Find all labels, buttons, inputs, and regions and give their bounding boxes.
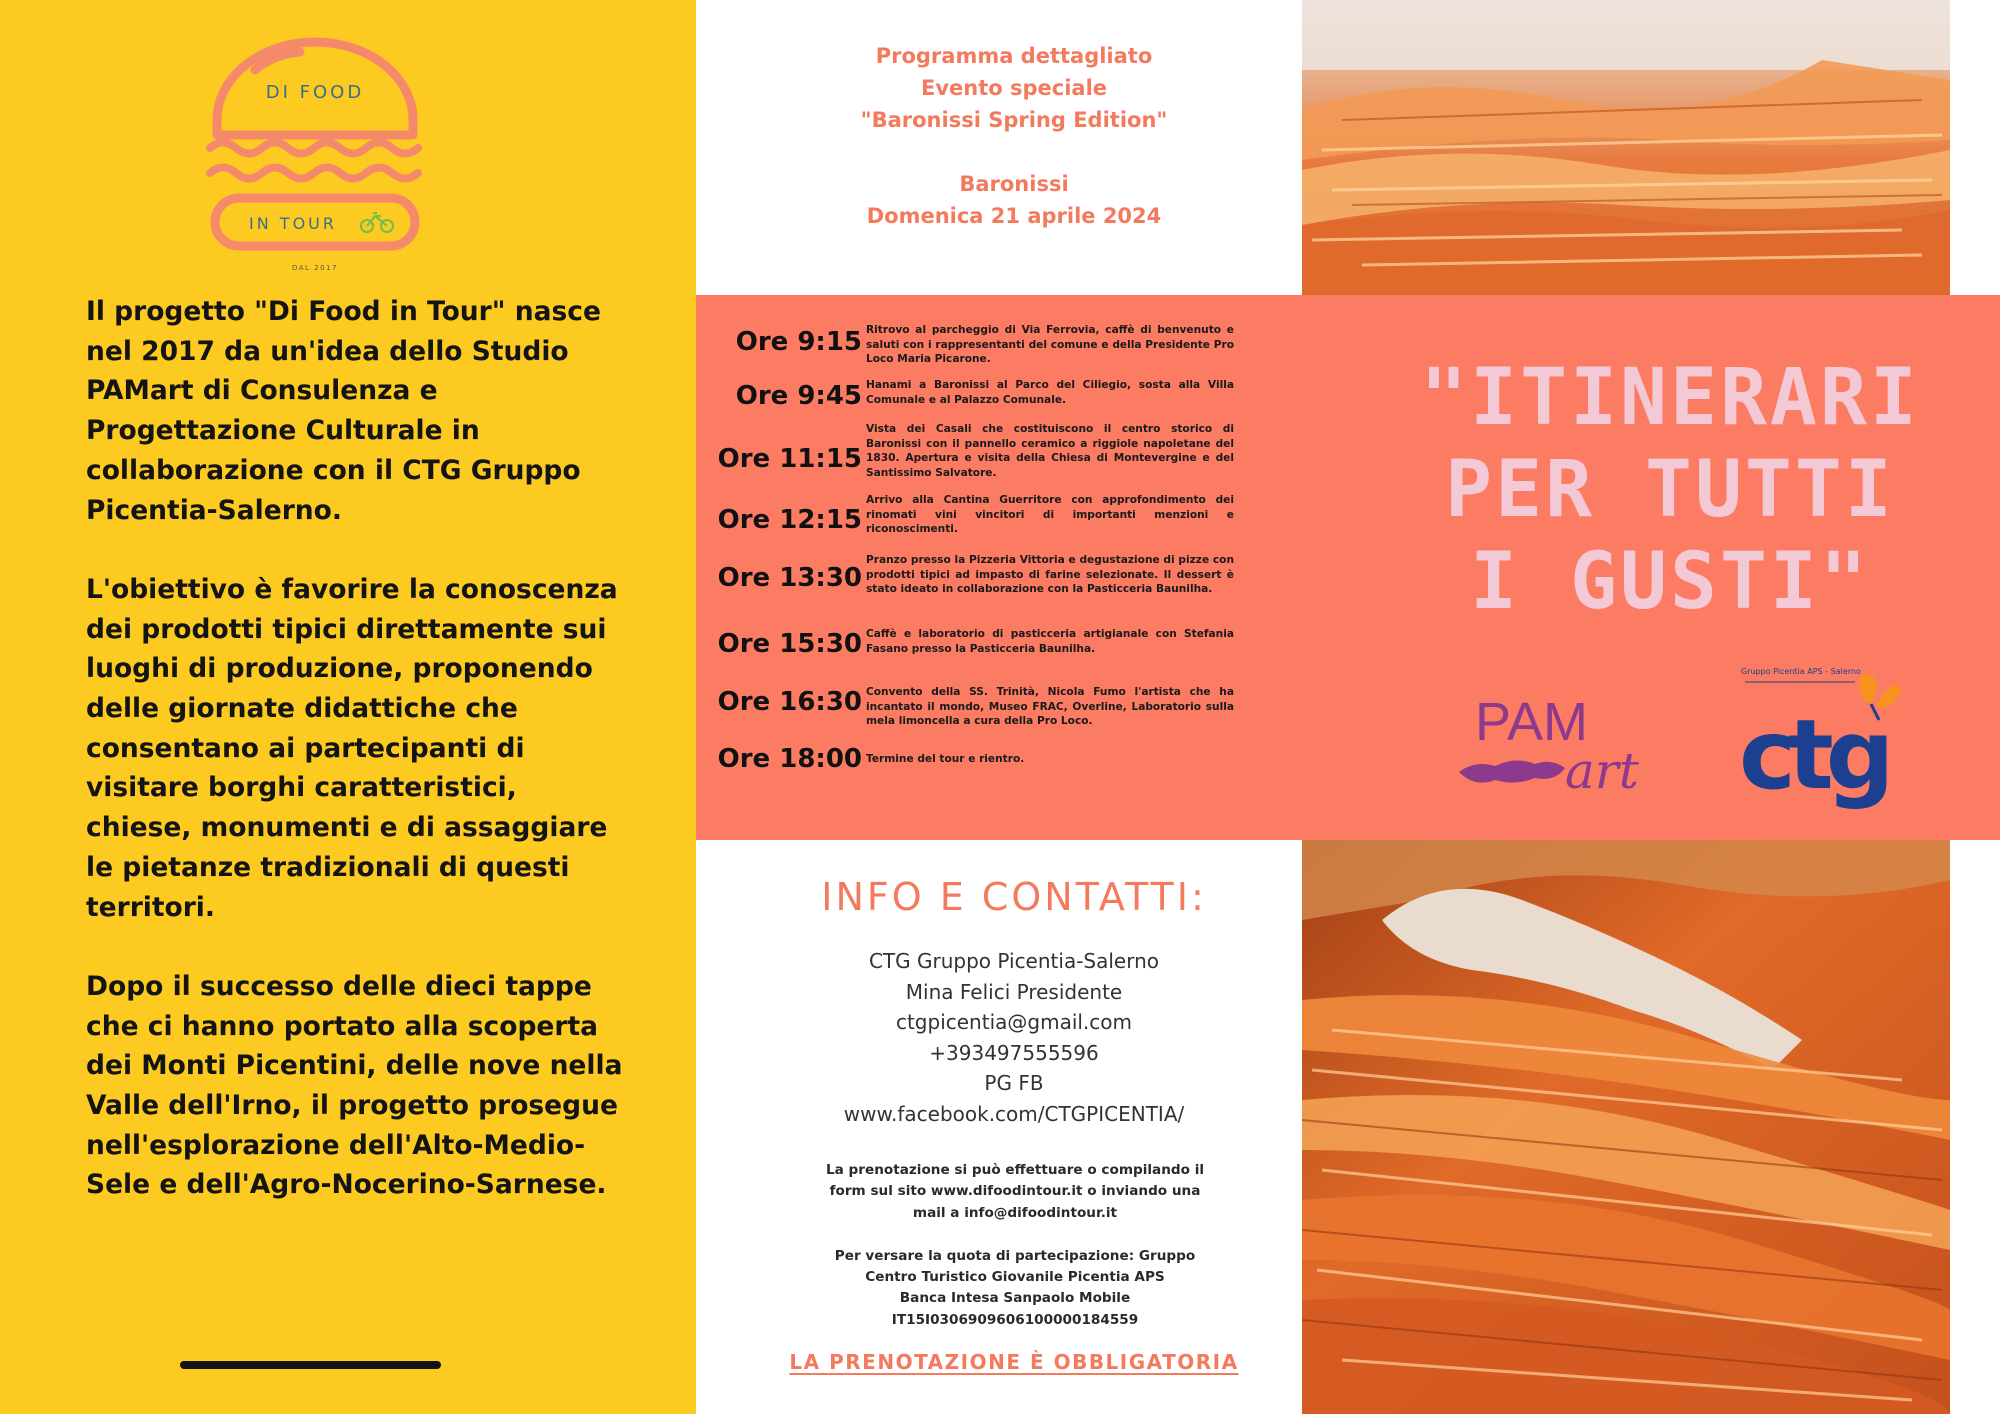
- schedule-time: Ore 15:30: [717, 629, 862, 659]
- schedule-description: Convento della SS. Trinità, Nicola Fumo l'artista che ha incantato il mondo, Museo FRAC, Overline, Laboratorio sulla mela limoncella a cura della Pro Loco.: [866, 686, 1234, 728]
- schedule-time: Ore 13:30: [717, 563, 862, 593]
- pastry-sfogliatella-image: [1302, 840, 1950, 1414]
- headline-line: PER TUTTI: [1445, 445, 1895, 535]
- contact-line: Mina Felici Presidente: [905, 979, 1123, 1004]
- contact-phone[interactable]: +393497555596: [929, 1040, 1099, 1065]
- schedule-description: Ritrovo al parcheggio di Via Ferrovia, caffè di benvenuto e saluti con i rappresentanti del comune e della Presidente Pro Loco Maria Picarone.: [866, 324, 1234, 366]
- left-panel: [0, 0, 696, 1414]
- program-line: "Baronissi Spring Edition": [860, 108, 1168, 132]
- headline-line: I GUSTI": [1470, 537, 1870, 627]
- booking-note-line: mail a info@difoodintour.it: [912, 1204, 1118, 1221]
- booking-note-line: La prenotazione si può effettuare o compilando il: [825, 1162, 1205, 1178]
- program-place: Baronissi: [959, 172, 1069, 196]
- mandatory-booking-notice: LA PRENOTAZIONE È OBBLIGATORIA: [789, 1350, 1239, 1374]
- bicycle-icon: [361, 213, 393, 232]
- schedule-time: Ore 9:45: [735, 381, 862, 411]
- schedule-time: Ore 16:30: [717, 687, 862, 717]
- program-date: Domenica 21 aprile 2024: [866, 204, 1162, 228]
- schedule-item: [716, 623, 1246, 683]
- schedule-item: [716, 680, 1246, 740]
- logo-top-text: DI FOOD: [265, 82, 365, 103]
- intro-paragraph: Dopo il successo delle dieci tappe che ci hanno portato alla scoperta dei Monti Picentini, delle nove nella Valle dell'Irno, il progetto prosegue nell'esplorazione dell'Alto-Medio-Sele e dell'Agro-Nocerino-Sarnese.: [86, 970, 623, 1201]
- schedule-time: Ore 11:15: [717, 444, 862, 474]
- ctg-mark: ctg: [1739, 699, 1887, 810]
- booking-note-line: form sul sito www.difoodintour.it o inviando una: [829, 1183, 1201, 1200]
- contact-email[interactable]: ctgpicentia@gmail.com: [895, 1010, 1133, 1035]
- contact-line: PG FB: [984, 1071, 1044, 1096]
- schedule-time: Ore 9:15: [735, 327, 862, 357]
- ctg-logo: [1735, 660, 1905, 810]
- payment-note-line: Per versare la quota di partecipazione: Gruppo: [834, 1247, 1196, 1264]
- schedule-item: [716, 422, 1246, 482]
- schedule-item: [716, 553, 1246, 613]
- intro-paragraph: L'obiettivo è favorire la conoscenza dei prodotti tipici direttamente sui luoghi di produzione, proponendo delle giornate didattiche che consentano ai partecipanti di visitare borghi caratteristici, chiese, monumenti e di assaggiare le pietanze tradizionali di questi territori.: [86, 573, 618, 923]
- schedule-item: [716, 493, 1246, 553]
- schedule-description: Termine del tour e rientro.: [866, 753, 1025, 765]
- pastry-layers-image: [1302, 0, 1950, 295]
- contact-facebook-link[interactable]: www.facebook.com/CTGPICENTIA/: [843, 1101, 1185, 1126]
- booking-payment-note: [800, 1160, 1230, 1331]
- divider: [180, 1361, 441, 1369]
- schedule-description: Caffè e laboratorio di pasticceria artigianale con Stefania Fasano presso la Pasticceria Baunilha.: [866, 628, 1234, 655]
- pastry-photo-top: [1302, 0, 1950, 295]
- headline-title: [1420, 352, 1920, 628]
- program-heading: [696, 40, 1332, 232]
- intro-paragraph: Il progetto "Di Food in Tour" nasce nel 2017 da un'idea dello Studio PAMart di Consulenza e Progettazione Culturale in collaborazione con il CTG Gruppo Picentia-Salerno.: [86, 296, 601, 526]
- contact-line: CTG Gruppo Picentia-Salerno: [868, 949, 1160, 973]
- payment-note-line: Banca Intesa Sanpaolo Mobile: [899, 1290, 1131, 1307]
- schedule-time: Ore 18:00: [717, 744, 862, 774]
- schedule-description: Vista dei Casali che costituiscono il centro storico di Baronissi con il pannello ceramico a riggiole napoletane del 1830. Apertura e visita della Chiesa di Montevergine e del Santissimo Salvatore.: [866, 423, 1234, 479]
- payment-note-line: Centro Turistico Giovanile Picentia APS: [865, 1269, 1165, 1286]
- payment-iban: IT15I0306909606100000184559: [891, 1311, 1139, 1328]
- schedule-item: [716, 318, 1246, 378]
- di-food-in-tour-logo: [205, 30, 425, 275]
- schedule-description: Pranzo presso la Pizzeria Vittoria e degustazione di pizze con prodotti tipici ad impasto di farine selezionate. Il dessert è stato ideato in collaborazione con la Pasticceria Baunilha.: [866, 554, 1234, 596]
- program-line: Evento speciale: [920, 76, 1108, 100]
- contact-list: [696, 946, 1332, 1130]
- schedule-time: Ore 12:15: [717, 505, 862, 535]
- info-title: INFO E CONTATTI:: [821, 875, 1207, 919]
- pamart-logo: [1455, 690, 1687, 800]
- schedule-description: Hanami a Baronissi al Parco del Ciliegio, sosta alla Villa Comunale e al Palazzo Comunale.: [866, 379, 1234, 406]
- pamart-logo-script: art: [1565, 742, 1639, 800]
- program-line: Programma dettagliato: [875, 44, 1153, 68]
- pastry-photo-bottom: [1302, 840, 1950, 1414]
- pamart-logo-text: PAM: [1475, 692, 1589, 752]
- headline-line: "ITINERARI: [1420, 353, 1920, 443]
- schedule-item: [716, 742, 1246, 802]
- logo-bottom-text: IN TOUR: [249, 214, 337, 233]
- logo-since: DAL 2017: [292, 264, 338, 272]
- schedule-description: Arrivo alla Cantina Guerritore con approfondimento dei rinomati vini vincitori di importanti menzioni e riconoscimenti.: [866, 494, 1234, 536]
- ctg-tagline: Gruppo Picentia APS - Salerno: [1741, 667, 1861, 676]
- intro-text: [86, 292, 626, 1205]
